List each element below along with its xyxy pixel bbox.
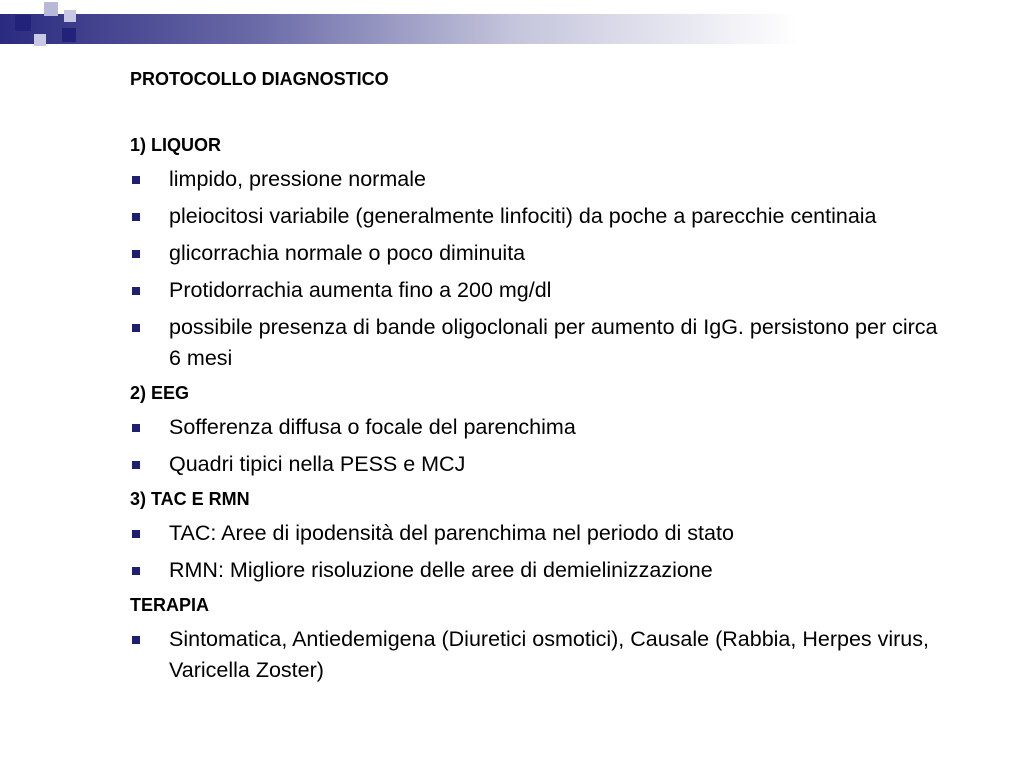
slide-title: PROTOCOLLO DIAGNOSTICO [130, 69, 389, 89]
list-item-text: RMN: Migliore risoluzione delle aree di demielinizzazione [169, 558, 713, 582]
slide-content [130, 64, 950, 692]
section-heading-liquor: 1) LIQUOR [130, 135, 222, 155]
section-heading-terapia: TERAPIA [130, 595, 210, 615]
decorative-square [34, 34, 46, 46]
list-item [130, 518, 950, 549]
list-item [130, 624, 950, 686]
list-item-text: possibile presenza di bande oligoclonali per aumento di IgG. persistono per circa 6 mesi [169, 315, 938, 370]
square-bullet-icon [132, 461, 140, 469]
eeg-bullet-list [130, 412, 950, 480]
decorative-square [64, 10, 76, 22]
square-bullet-icon [132, 213, 140, 221]
list-item [130, 449, 950, 480]
list-item-text: pleiocitosi variabile (generalmente linfociti) da poche a parecchie centinaia [169, 204, 877, 228]
list-item [130, 238, 950, 269]
list-item [130, 412, 950, 443]
list-item-text: Quadri tipici nella PESS e MCJ [169, 452, 466, 476]
section-heading-tac-rmn: 3) TAC E RMN [130, 489, 250, 509]
list-item-text: Sofferenza diffusa o focale del parenchima [169, 415, 576, 439]
list-item [130, 312, 950, 374]
list-item-text: Sintomatica, Antiedemigena (Diuretici osmotici), Causale (Rabbia, Herpes virus, Varicella Zoster) [169, 627, 929, 682]
section-heading-eeg: 2) EEG [130, 383, 190, 403]
square-bullet-icon [132, 567, 140, 575]
liquor-bullet-list [130, 164, 950, 374]
decorative-square [15, 15, 31, 31]
list-item [130, 164, 950, 195]
square-bullet-icon [132, 250, 140, 258]
decorative-square [62, 28, 76, 42]
header-gradient-band [0, 14, 1024, 44]
list-item [130, 201, 950, 232]
list-item-text: limpido, pressione normale [169, 167, 426, 191]
tac-rmn-bullet-list [130, 518, 950, 586]
square-bullet-icon [132, 530, 140, 538]
list-item-text: glicorrachia normale o poco diminuita [169, 241, 526, 265]
square-bullet-icon [132, 176, 140, 184]
square-bullet-icon [132, 424, 140, 432]
list-item-text: TAC: Aree di ipodensità del parenchima nel periodo di stato [169, 521, 734, 545]
list-item [130, 555, 950, 586]
list-item [130, 275, 950, 306]
decorative-square [44, 2, 58, 16]
list-item-text: Protidorrachia aumenta fino a 200 mg/dl [169, 278, 552, 302]
square-bullet-icon [132, 324, 140, 332]
square-bullet-icon [132, 636, 140, 644]
terapia-bullet-list [130, 624, 950, 686]
square-bullet-icon [132, 287, 140, 295]
